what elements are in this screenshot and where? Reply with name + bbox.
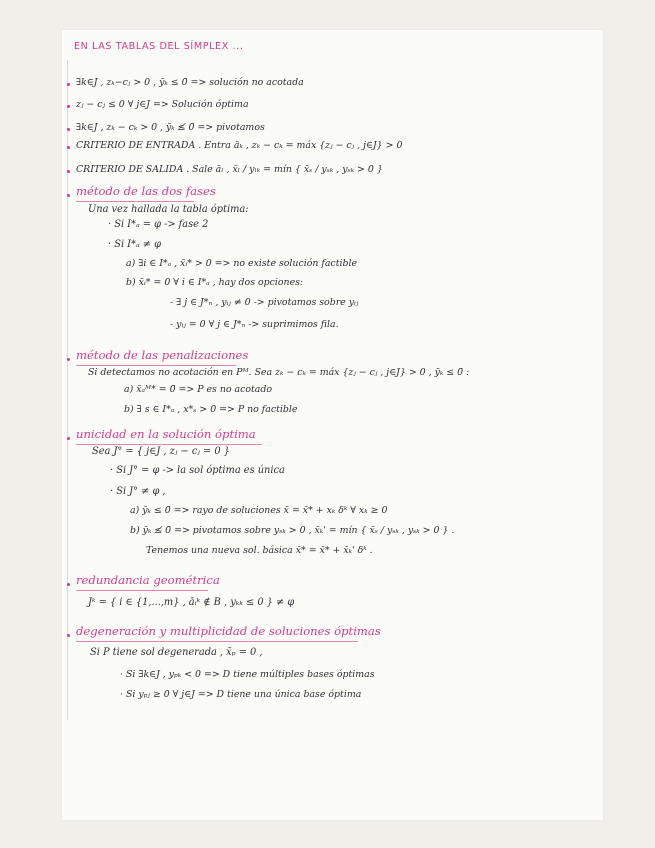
- section-two-phase: método de las dos fases: [76, 184, 216, 198]
- penalties-intro: Si detectamos no acotación en Pᴹ. Sea zₖ − cₖ = máx {zⱼ − cⱼ , j∈J} > 0 , ȳₖ ≤ 0̄ :: [88, 367, 470, 378]
- bullet: [67, 194, 70, 197]
- penalties-a: a) x̄ₐᴹ* = 0̄ => P es no acotado: [124, 384, 272, 395]
- uniqueness-def: Sea J° = { j∈J , zⱼ − cⱼ = 0 }: [92, 446, 230, 457]
- bullet: [67, 146, 70, 149]
- rule-leaving: CRITERIO DE SALIDA . Sale āₗ , x̄ₗ / yₗₖ = mín { x̄ₛ / yₛₖ , yₛₖ > 0 }: [76, 164, 383, 175]
- uniqueness-b: b) ȳₖ ≰ 0̄ => pivotamos sobre yₛₖ > 0 , x̄ₖ' = mín { x̄ₛ / yₛₖ , yₛₖ > 0 } .: [130, 525, 455, 536]
- bullet: [67, 358, 70, 361]
- section-underline: [76, 365, 236, 366]
- page-margin-line: [67, 60, 68, 720]
- degeneration-case-1: · Si ∃k∈J , yₚₖ < 0 => D tiene múltiples bases óptimas: [120, 669, 375, 680]
- two-phase-intro: Una vez hallada la tabla óptima:: [88, 204, 249, 215]
- section-degeneration: degeneración y multiplicidad de soluciones óptimas: [76, 624, 381, 638]
- uniqueness-case-nonempty: · Si J° ≠ φ ,: [110, 486, 166, 497]
- penalties-b: b) ∃ s ∈ I*ₐ , x*ₛ > 0 => P no factible: [124, 404, 298, 415]
- two-phase-case-nonempty: · Si I*ₐ ≠ φ: [108, 239, 161, 250]
- section-underline: [76, 641, 358, 642]
- rule-pivot: ∃k∈J , zₖ − cₖ > 0 , ȳₖ ≰ 0̄ => pivotamos: [76, 122, 265, 133]
- uniqueness-a: a) ȳₖ ≤ 0̄ => rayo de soluciones x̄ = x̄* + xₖ δᵏ ∀ xₖ ≥ 0: [130, 505, 388, 516]
- two-phase-b-option-1: - ∃ j ∈ J*ₙ , yᵢⱼ ≠ 0 -> pivotamos sobre yᵢⱼ: [170, 297, 359, 308]
- bullet: [67, 105, 70, 108]
- rule-entering: CRITERIO DE ENTRADA . Entra āₖ , zₖ − cₖ = máx {zⱼ − cⱼ , j∈J} > 0: [76, 140, 403, 151]
- bullet: [67, 634, 70, 637]
- rule-unbounded: ∃k∈J , zₖ−cⱼ > 0 , ȳₖ ≤ 0̄ => solución no acotada: [76, 77, 304, 88]
- two-phase-a: a) ∃i ∈ I*ₐ , x̄ᵢ* > 0 => no existe solución factible: [126, 258, 358, 269]
- section-underline: [76, 444, 262, 445]
- degeneration-case-2: · Si yₚⱼ ≥ 0 ∀ j∈J => D tiene una única base óptima: [120, 689, 362, 700]
- bullet: [67, 170, 70, 173]
- two-phase-b-option-2: - yᵢⱼ = 0 ∀ j ∈ J*ₙ -> suprimimos fila.: [170, 319, 339, 330]
- two-phase-b: b) x̄ᵢ* = 0 ∀ i ∈ I*ₐ , hay dos opciones:: [126, 277, 304, 288]
- bullet: [67, 128, 70, 131]
- section-underline: [76, 590, 208, 591]
- degeneration-intro: Si P tiene sol degenerada , x̄ₚ = 0 ,: [90, 647, 263, 658]
- bullet: [67, 583, 70, 586]
- redundancy-def: Jᵏ = { i ∈ {1,...,m} , āᵢᵏ ∉ B , yₖₖ ≤ 0 } ≠ φ: [88, 597, 295, 608]
- two-phase-case-empty: · Si I*ₐ = φ -> fase 2: [108, 219, 209, 230]
- section-redundancy: redundancia geométrica: [76, 573, 220, 587]
- uniqueness-b-note: Tenemos una nueva sol. básica x̄* = x̄* + x̄ₖ' δᵏ .: [146, 545, 373, 556]
- section-penalties: método de las penalizaciones: [76, 348, 249, 362]
- uniqueness-case-empty: · Si J° = φ -> la sol óptima es única: [110, 465, 285, 476]
- section-uniqueness: unicidad en la solución óptima: [76, 427, 256, 441]
- bullet: [67, 83, 70, 86]
- bullet: [67, 437, 70, 440]
- rule-optimal: zⱼ − cⱼ ≤ 0 ∀ j∈J => Solución óptima: [76, 99, 249, 110]
- page-title: EN LAS TABLAS DEL SÍMPLEX ...: [74, 41, 244, 52]
- section-underline: [76, 201, 194, 202]
